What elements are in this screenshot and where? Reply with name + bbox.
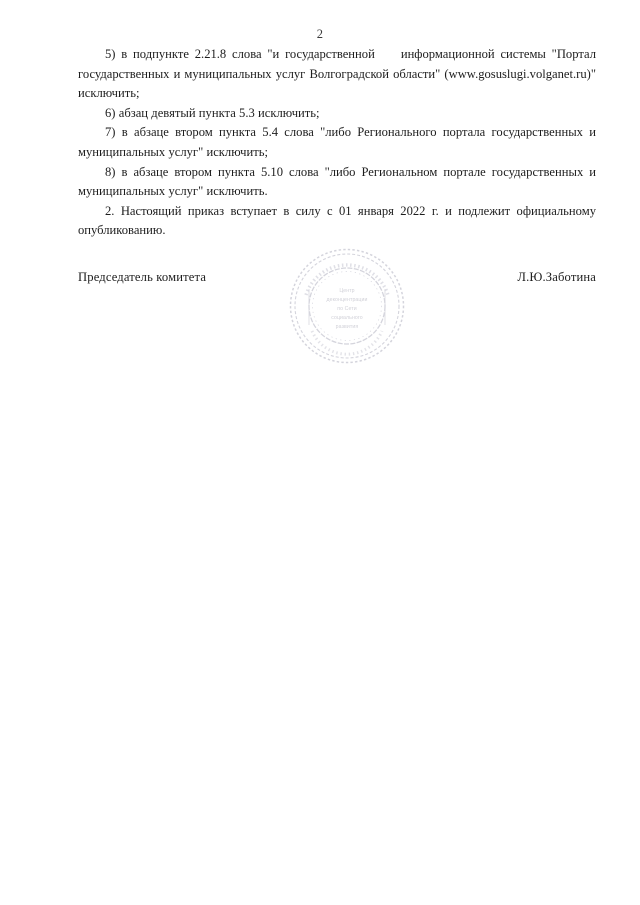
stamp-center-line-1: Центр xyxy=(339,288,355,294)
signature-block xyxy=(78,268,596,286)
stamp-center-line-5: развития xyxy=(335,324,359,330)
paragraph-item-5-part2: информационной системы "Портал государственных и муниципальных услуг Волгоградской области" (www.gosuslugi.volganet.ru)" исключить; xyxy=(78,47,596,101)
paragraph-item-7: 7) в абзаце втором пункта 5.4 слова "либо Регионального портала государственных и муниципальных услуг" исключить; xyxy=(78,125,596,159)
signatory-title: Председатель комитета xyxy=(78,270,207,284)
paragraph-item-5 xyxy=(78,45,596,104)
stamp-center-line-2: деконцентрации xyxy=(326,297,368,303)
document-body xyxy=(78,45,596,241)
paragraph-item-2: 2. Настоящий приказ вступает в силу с 01 января 2022 г. и подлежит официальному опубликованию. xyxy=(78,203,596,238)
official-seal-stamp-icon xyxy=(288,247,406,365)
stamp-center-line-3: по Сети xyxy=(337,306,357,312)
paragraph-item-8: 8) в абзаце втором пункта 5.10 слова "либо Региональном портале государственных и муниципальных услуг" исключить. xyxy=(78,164,596,199)
signatory-name: Л.Ю.Заботина xyxy=(517,270,596,284)
stamp-center-line-4: социального xyxy=(331,315,363,321)
paragraph-item-6: 6) абзац девятый пункта 5.3 исключить; xyxy=(105,105,320,120)
page-number: 2 xyxy=(316,27,324,41)
paragraph-item-5-part1: 5) в подпункте 2.21.8 слова "и государственной xyxy=(105,47,375,61)
